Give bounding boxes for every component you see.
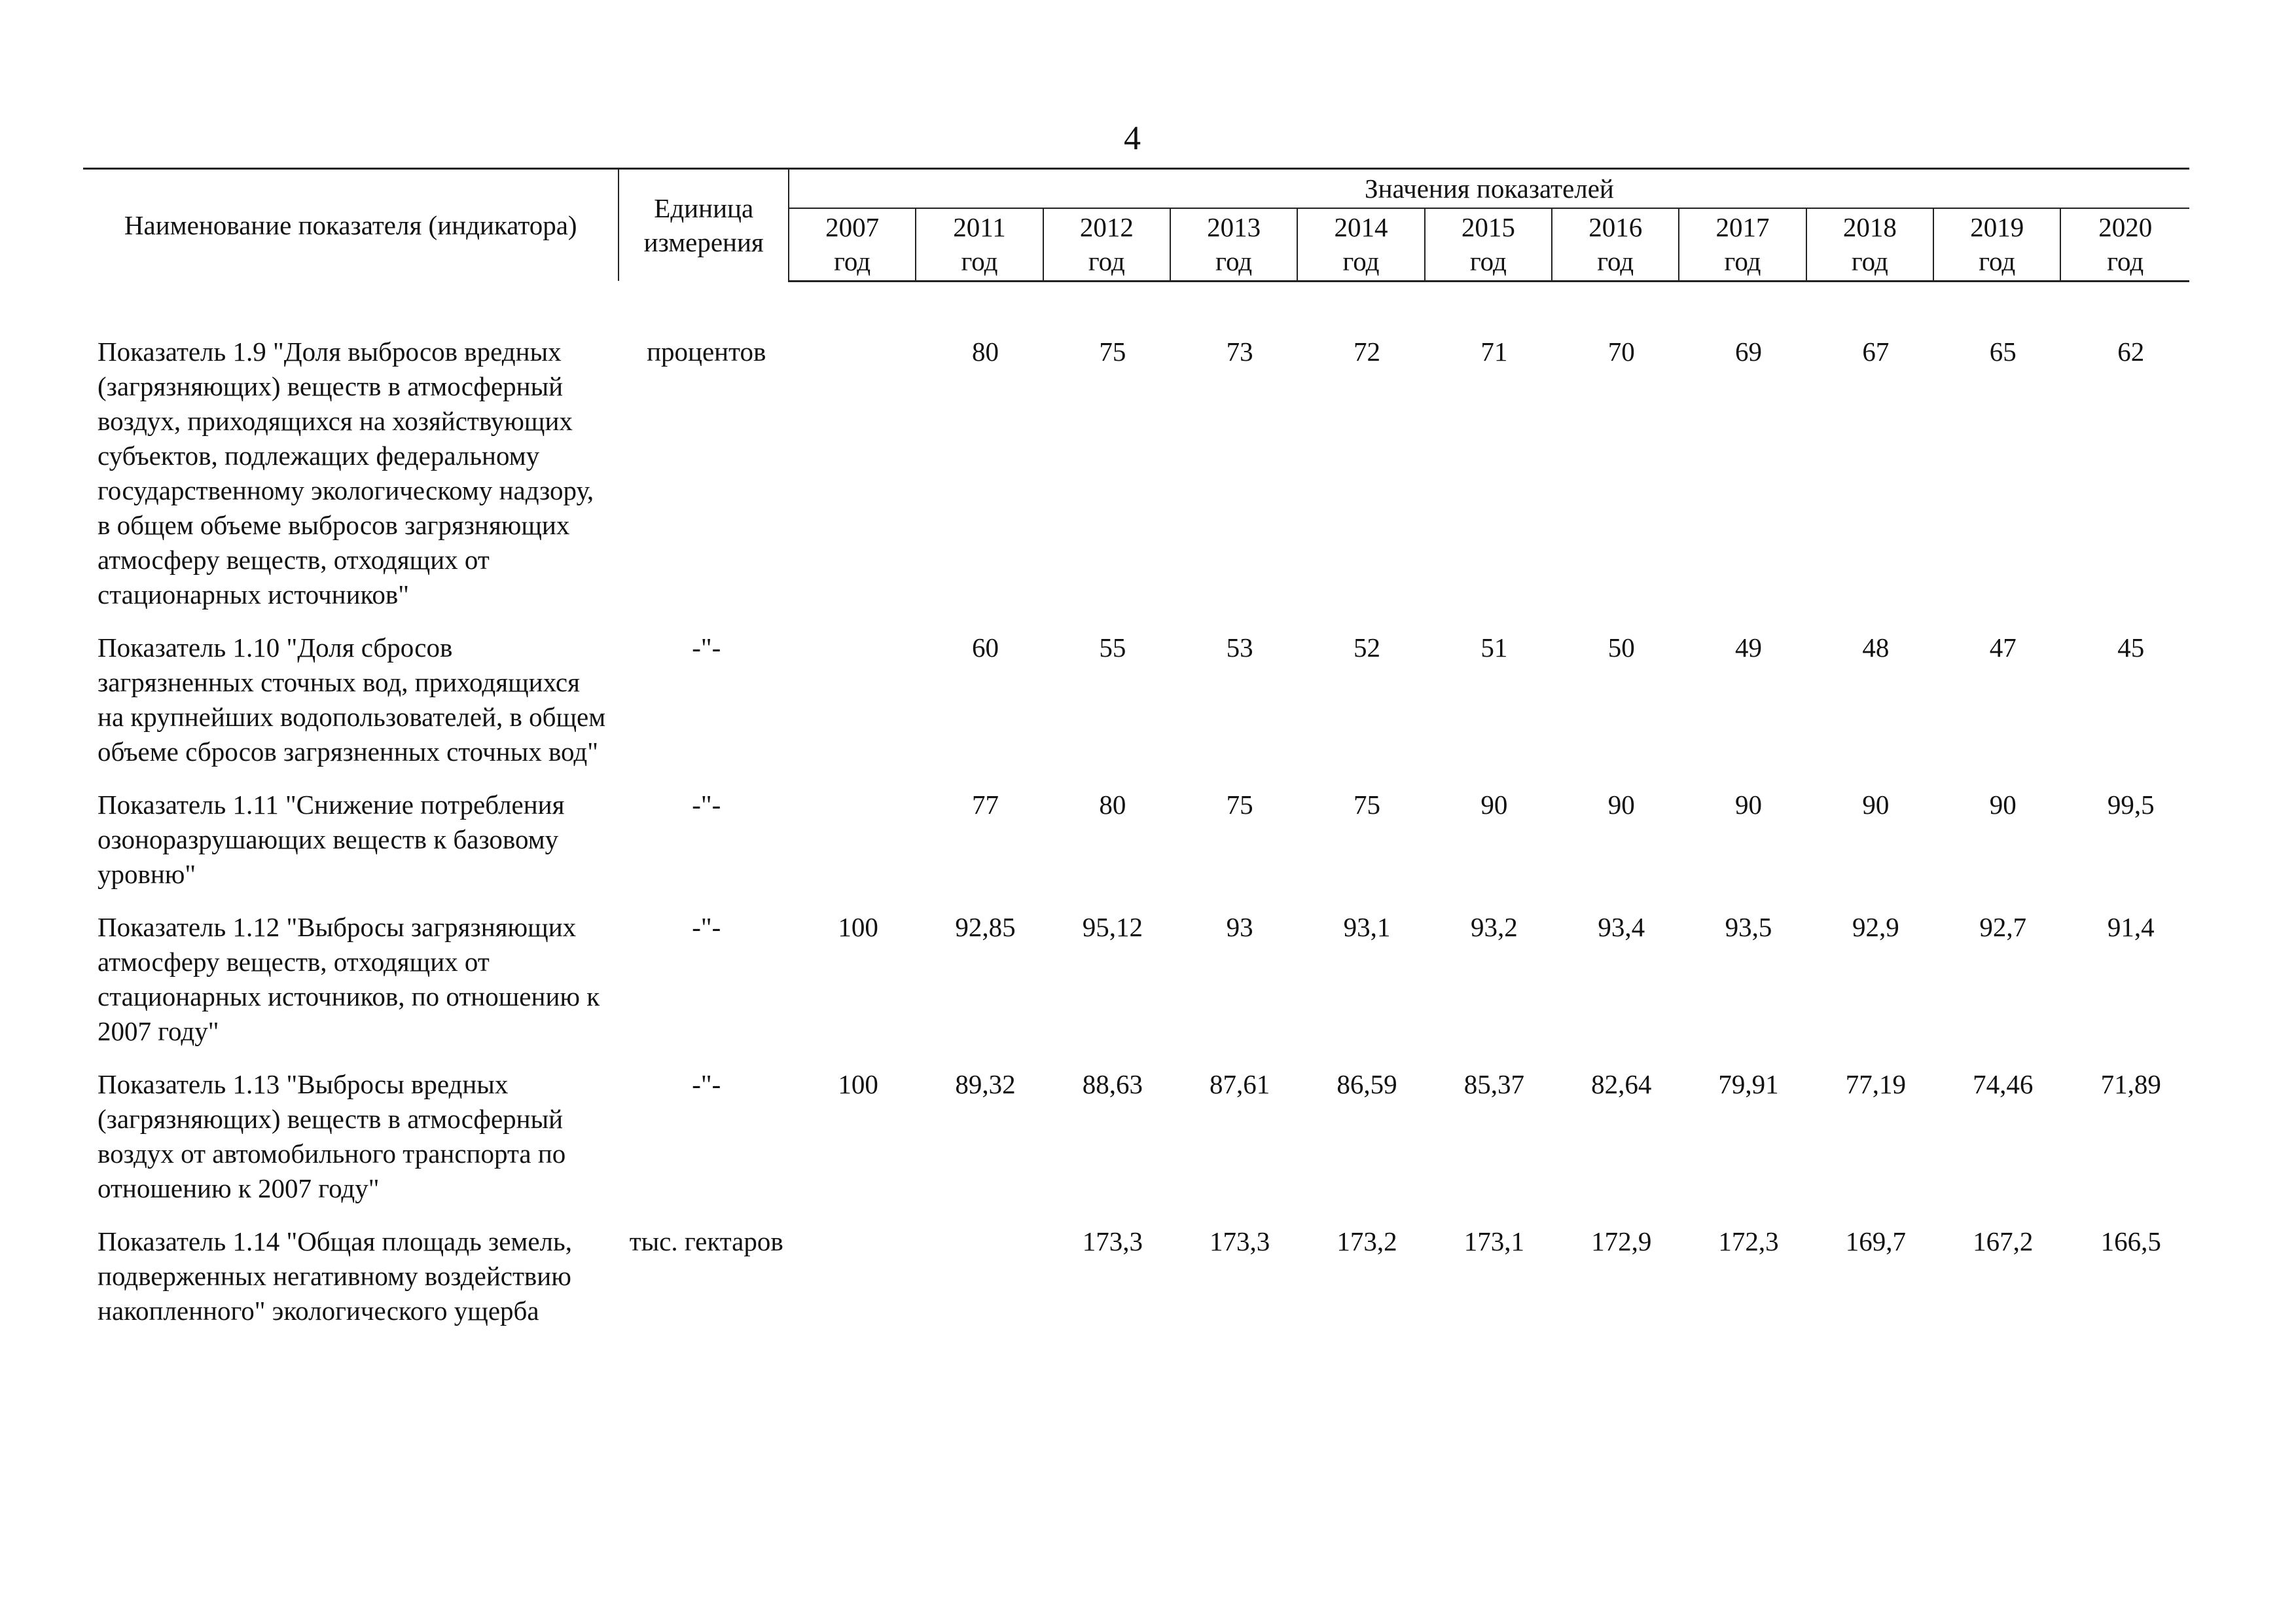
indicator-value-2013: 73 <box>1226 336 1253 367</box>
indicator-unit: тыс. гектаров <box>629 1226 783 1256</box>
header-year-number: 2013 <box>1207 212 1261 243</box>
header-year-number: 2011 <box>953 212 1006 243</box>
header-year-2014 <box>1297 208 1424 281</box>
indicator-value-2007 <box>789 335 916 630</box>
indicator-value-2013: 173,3 <box>1210 1226 1270 1256</box>
indicator-value-2014: 86,59 <box>1336 1068 1397 1099</box>
header-year-word: год <box>1597 246 1634 277</box>
indicator-value-2015: 85,37 <box>1463 1068 1524 1099</box>
indicator-value-2019: 167,2 <box>1973 1226 2034 1256</box>
header-name-column: Наименование показателя (индикатора) <box>83 169 619 282</box>
indicator-value-2013: 53 <box>1226 632 1253 663</box>
indicator-value-2015: 71 <box>1480 336 1508 367</box>
header-year-2017 <box>1679 208 1806 281</box>
header-year-word: год <box>1088 246 1125 277</box>
indicator-value-2007 <box>789 630 916 788</box>
indicators-table <box>83 168 2189 1347</box>
indicator-unit: -"- <box>692 789 721 820</box>
indicator-value-2011: 92,85 <box>955 911 1016 942</box>
header-year-2015 <box>1425 208 1552 281</box>
header-year-number: 2014 <box>1334 212 1388 243</box>
indicator-value-2017: 172,3 <box>1718 1226 1779 1256</box>
indicator-value-2015: 173,1 <box>1463 1226 1524 1256</box>
indicator-value-2020: 166,5 <box>2100 1226 2161 1256</box>
header-values-group: Значения показателей <box>789 169 2189 209</box>
indicator-value-2017: 69 <box>1735 336 1763 367</box>
header-year-number: 2017 <box>1715 212 1770 243</box>
header-year-2013 <box>1170 208 1297 281</box>
indicator-name: Показатель 1.13 "Выбросы вредных (загрязняющих) веществ в атмосферный воздух от автомобильного транспорта по отношению к 2007 году" <box>98 1068 566 1203</box>
indicator-unit: -"- <box>692 632 721 663</box>
indicator-value-2012: 95,12 <box>1082 911 1143 942</box>
indicator-value-2018: 90 <box>1862 789 1890 820</box>
indicator-value-2012: 173,3 <box>1082 1226 1143 1256</box>
indicator-value-2007 <box>789 788 916 910</box>
indicator-value-2018: 169,7 <box>1845 1226 1906 1256</box>
indicator-value-2011: 89,32 <box>955 1068 1016 1099</box>
header-year-word: год <box>834 246 871 277</box>
table-row <box>83 1067 2189 1224</box>
indicator-value-2007: 100 <box>838 1068 878 1099</box>
header-unit-column: Единица измерения <box>619 169 788 282</box>
indicator-value-2017: 93,5 <box>1725 911 1772 942</box>
indicator-value-2015: 51 <box>1480 632 1508 663</box>
header-year-word: год <box>1851 246 1888 277</box>
indicator-value-2020: 45 <box>2117 632 2145 663</box>
indicator-value-2007: 100 <box>838 911 878 942</box>
header-year-2011 <box>916 208 1043 281</box>
indicator-value-2020: 99,5 <box>2107 789 2155 820</box>
table-row <box>83 1224 2189 1347</box>
indicator-unit: -"- <box>692 911 721 942</box>
header-year-number: 2016 <box>1588 212 1643 243</box>
table-row <box>83 335 2189 630</box>
indicator-value-2017: 90 <box>1735 789 1763 820</box>
indicator-value-2018: 92,9 <box>1852 911 1899 942</box>
indicator-value-2007 <box>789 1224 916 1347</box>
header-year-word: год <box>2107 246 2144 277</box>
indicator-value-2019: 92,7 <box>1979 911 2027 942</box>
indicator-value-2018: 48 <box>1862 632 1890 663</box>
header-year-word: год <box>1215 246 1253 277</box>
header-year-word: год <box>1724 246 1761 277</box>
indicator-value-2018: 67 <box>1862 336 1890 367</box>
header-year-number: 2020 <box>2098 212 2153 243</box>
table-body <box>83 281 2189 1347</box>
indicator-value-2016: 70 <box>1607 336 1635 367</box>
header-year-2019 <box>1933 208 2060 281</box>
indicator-name: Показатель 1.9 "Доля выбросов вредных (загрязняющих) веществ в атмосферный воздух, приходящихся на хозяйствующих субъектов, подлежащих федеральному государственному экологическому надзору, в общем объеме выбросов загрязняющих атмосферу веществ, отходящих от стационарных источников" <box>98 336 594 610</box>
indicator-value-2014: 72 <box>1354 336 1380 367</box>
indicator-value-2016: 93,4 <box>1598 911 1645 942</box>
indicator-value-2011: 80 <box>971 336 999 367</box>
header-year-2016 <box>1552 208 1679 281</box>
indicator-value-2015: 90 <box>1480 789 1508 820</box>
header-year-number: 2015 <box>1461 212 1515 243</box>
indicator-value-2014: 75 <box>1354 789 1380 820</box>
indicator-unit: -"- <box>692 1068 721 1099</box>
indicator-value-2011: 77 <box>971 789 999 820</box>
indicator-value-2014: 52 <box>1354 632 1380 663</box>
header-year-word: год <box>1342 246 1380 277</box>
indicator-value-2012: 88,63 <box>1082 1068 1143 1099</box>
header-year-word: год <box>1979 246 2016 277</box>
indicator-unit: процентов <box>647 336 766 367</box>
page-number: 4 <box>1124 120 1141 157</box>
table-row <box>83 630 2189 788</box>
header-year-word: год <box>961 246 998 277</box>
indicator-value-2013: 75 <box>1226 789 1253 820</box>
indicator-value-2011: 60 <box>971 632 999 663</box>
header-year-number: 2019 <box>1970 212 2024 243</box>
indicator-name: Показатель 1.11 "Снижение потребления озоноразрушающих веществ к базовому уровню" <box>98 789 565 889</box>
indicator-value-2013: 93 <box>1226 911 1253 942</box>
indicator-value-2016: 90 <box>1607 789 1635 820</box>
header-year-number: 2018 <box>1842 212 1897 243</box>
header-year-number: 2007 <box>825 212 880 243</box>
indicator-value-2016: 172,9 <box>1591 1226 1652 1256</box>
table-row <box>83 788 2189 910</box>
table-row <box>83 910 2189 1067</box>
indicator-value-2020: 71,89 <box>2100 1068 2161 1099</box>
indicator-value-2016: 82,64 <box>1591 1068 1652 1099</box>
indicator-value-2013: 87,61 <box>1210 1068 1270 1099</box>
indicator-value-2019: 47 <box>1989 632 2017 663</box>
indicator-value-2017: 79,91 <box>1718 1068 1779 1099</box>
table-header <box>83 169 2189 282</box>
indicator-value-2015: 93,2 <box>1470 911 1518 942</box>
indicator-value-2019: 74,46 <box>1973 1068 2034 1099</box>
indicator-value-2020: 91,4 <box>2107 911 2155 942</box>
header-year-number: 2012 <box>1079 212 1134 243</box>
indicator-value-2014: 93,1 <box>1343 911 1391 942</box>
indicator-value-2017: 49 <box>1735 632 1763 663</box>
indicator-value-2011 <box>916 1224 1043 1347</box>
header-year-2012 <box>1043 208 1170 281</box>
indicator-value-2012: 75 <box>1099 336 1126 367</box>
indicator-value-2019: 90 <box>1989 789 2017 820</box>
indicator-value-2012: 55 <box>1099 632 1126 663</box>
indicator-value-2012: 80 <box>1099 789 1126 820</box>
indicator-value-2018: 77,19 <box>1845 1068 1906 1099</box>
indicator-name: Показатель 1.12 "Выбросы загрязняющих атмосферу веществ, отходящих от стационарных источников, по отношению к 2007 году" <box>98 911 600 1046</box>
header-year-word: год <box>1469 246 1507 277</box>
indicator-value-2016: 50 <box>1607 632 1635 663</box>
indicator-value-2014: 173,2 <box>1336 1226 1397 1256</box>
indicator-name: Показатель 1.14 "Общая площадь земель, подверженных негативному воздействию накопленного" экологического ущерба <box>98 1226 572 1326</box>
indicator-value-2019: 65 <box>1989 336 2017 367</box>
header-year-2020 <box>2060 208 2189 281</box>
indicator-name: Показатель 1.10 "Доля сбросов загрязненных сточных вод, приходящихся на крупнейших водопользователей, в общем объеме сбросов загрязненных сточных вод" <box>98 632 606 767</box>
header-year-2007 <box>789 208 916 281</box>
header-year-2018 <box>1806 208 1933 281</box>
indicator-value-2020: 62 <box>2117 336 2145 367</box>
